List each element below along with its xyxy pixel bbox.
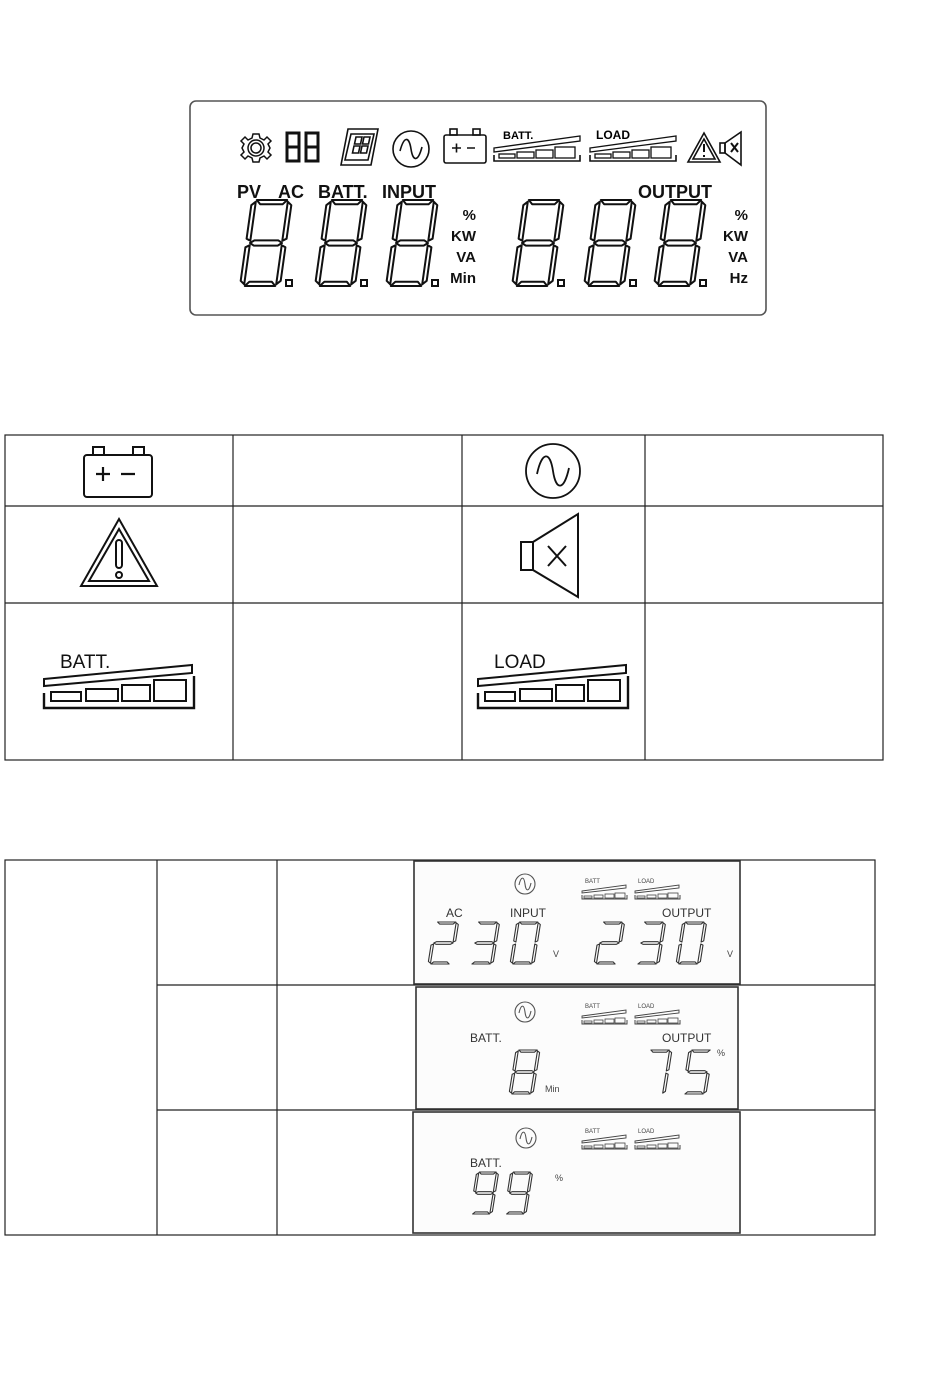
display-table (0, 855, 950, 1245)
ex2-right-unit: % (717, 1048, 726, 1058)
output-unit-percent: % (734, 207, 748, 224)
small-bar-label: BATT (585, 1004, 600, 1010)
small-bar-label: LOAD (638, 1004, 655, 1010)
table-batt-label: BATT. (60, 652, 111, 673)
ex3-label-batt: BATT. (470, 1156, 502, 1170)
display-example-3 (413, 1112, 740, 1233)
batt-bar-label: BATT. (503, 130, 534, 142)
output-unit-hz: Hz (729, 270, 748, 287)
ex1-label-input: INPUT (510, 906, 546, 920)
ex3-left-unit: % (555, 1173, 564, 1183)
input-unit-percent: % (462, 207, 476, 224)
table-warning-icon (81, 519, 157, 586)
ex1-right-unit: V (727, 949, 734, 959)
icon-table (0, 430, 950, 770)
table-ac-sine-icon (526, 444, 580, 498)
label-ac: AC (278, 182, 304, 202)
ex2-label-batt: BATT. (470, 1031, 502, 1045)
load-bar-label: LOAD (596, 128, 630, 142)
small-bar-label: BATT (585, 879, 600, 885)
label-output: OUTPUT (638, 182, 712, 202)
display-example-2 (416, 987, 738, 1109)
icon-table-grid (5, 435, 883, 760)
ex1-label-ac: AC (446, 906, 463, 920)
ex2-left-unit: Min (545, 1084, 560, 1094)
small-bar-label: LOAD (638, 1129, 655, 1135)
ex1-label-output: OUTPUT (662, 906, 712, 920)
input-unit-va: VA (456, 249, 476, 266)
table-load-label: LOAD (494, 652, 546, 673)
table-batt-level-icon (44, 652, 194, 708)
ex1-left-unit: V (553, 949, 560, 959)
output-unit-va: VA (728, 249, 748, 266)
table-battery-icon (84, 447, 152, 497)
ex2-label-output: OUTPUT (662, 1031, 712, 1045)
table-mute-icon (521, 514, 578, 597)
small-bar-label: BATT (585, 1129, 600, 1135)
small-bar-label: LOAD (638, 879, 655, 885)
input-unit-min: Min (450, 270, 476, 287)
output-unit-kw: KW (723, 228, 748, 245)
table-load-level-icon (478, 652, 628, 708)
label-input: INPUT (382, 182, 436, 202)
main-lcd-panel (0, 0, 950, 330)
label-batt: BATT. (318, 182, 368, 202)
label-pv: PV (237, 182, 262, 202)
input-unit-kw: KW (451, 228, 476, 245)
